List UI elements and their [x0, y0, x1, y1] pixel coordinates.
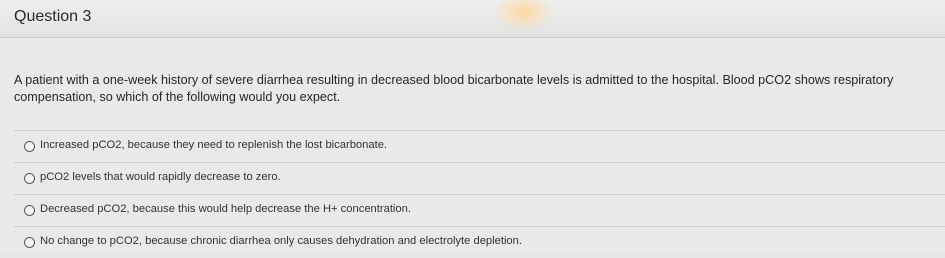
radio-button-icon[interactable] — [24, 141, 35, 152]
question-body — [0, 38, 945, 251]
light-glare — [496, 0, 552, 30]
answer-option-1[interactable] — [14, 130, 945, 162]
answer-option-3[interactable] — [14, 194, 945, 226]
question-header — [0, 0, 945, 38]
radio-button-icon[interactable] — [24, 205, 35, 216]
radio-button-icon[interactable] — [24, 237, 35, 248]
question-text: A patient with a one-week history of severe diarrhea resulting in decreased blood bicarbonate levels is admitted to the hospital. Blood pCO2 shows respiratory compensation, so which of the following would you expect. — [14, 73, 894, 104]
answer-label[interactable]: No change to pCO2, because chronic diarrhea only causes dehydration and electrolyte depletion. — [40, 235, 522, 247]
answer-option-2[interactable] — [14, 162, 945, 194]
answer-option-4[interactable] — [14, 226, 945, 258]
question-title: Question 3 — [14, 8, 92, 25]
answer-label[interactable]: Increased pCO2, because they need to replenish the lost bicarbonate. — [40, 139, 388, 151]
answer-label[interactable]: pCO2 levels that would rapidly decrease to zero. — [40, 171, 281, 183]
answer-label[interactable]: Decreased pCO2, because this would help decrease the H+ concentration. — [40, 203, 411, 215]
radio-button-icon[interactable] — [24, 173, 35, 184]
answer-list — [14, 130, 945, 258]
